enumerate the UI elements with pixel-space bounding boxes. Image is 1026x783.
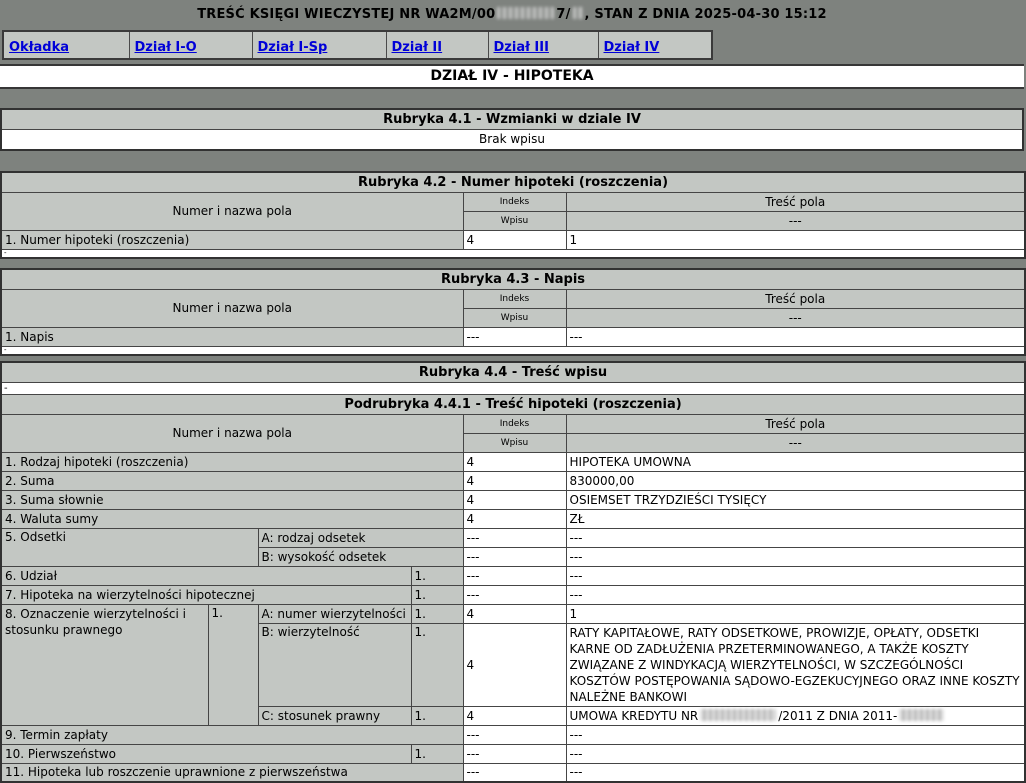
tresc-value: --- <box>566 528 1025 547</box>
redaction-box <box>497 7 554 19</box>
entry-number: 1. <box>208 604 258 725</box>
tab-dzial-i-o-link[interactable]: Dział I-O <box>135 40 197 55</box>
col-header-tresc-dash: --- <box>566 211 1025 230</box>
entry-number: 1. <box>411 623 463 706</box>
tresc-value: RATY KAPITAŁOWE, RATY ODSETKOWE, PROWIZJE, OPŁATY, ODSETKI KARNE OD ZADŁUŻENIA PRZETERMINOWANEGO, A TAKŻE KOSZTY ZWIĄZANE Z WINDYKACJĄ WIERZYTELNOŚCI, W SZCZEGÓLNOŚCI KOSZTÓW POSTĘPOWANIA SĄDOWO-EGZEKUCYJNEGO ORAZ INNE KOSZTY NALEŻNE BANKOWI <box>566 623 1025 706</box>
indeks-value: 4 <box>463 452 566 471</box>
field-label: 9. Termin zapłaty <box>1 725 463 744</box>
entry-number: 1. <box>411 604 463 623</box>
indeks-value: --- <box>463 327 566 346</box>
redaction-box <box>899 709 944 721</box>
tresc-value: --- <box>566 585 1025 604</box>
tresc-value: --- <box>566 327 1025 346</box>
subfield-label: A: numer wierzytelności <box>258 604 411 623</box>
tresc-part1: UMOWA KREDYTU NR <box>570 709 699 723</box>
tresc-part2: /2011 Z DNIA 2011- <box>778 709 897 723</box>
tab-dzial-ii-link[interactable]: Dział II <box>392 40 443 55</box>
field-label: 8. Oznaczenie wierzytelności i stosunku prawnego <box>1 604 208 725</box>
tresc-value: --- <box>566 547 1025 566</box>
col-header-wpisu: Wpisu <box>463 433 566 452</box>
tresc-value <box>566 706 1025 725</box>
rubryka-4-1-table <box>0 108 1024 151</box>
separator-row: - <box>1 382 1025 394</box>
tab-dzial-i-sp[interactable] <box>252 31 386 59</box>
entry-number: 1. <box>411 566 463 585</box>
tresc-value: HIPOTEKA UMOWNA <box>566 452 1025 471</box>
rubryka-4-4-table <box>0 361 1026 783</box>
tab-okladka-link[interactable]: Okładka <box>9 40 69 55</box>
redaction-box <box>700 709 776 721</box>
tresc-value: --- <box>566 566 1025 585</box>
indeks-value: 4 <box>463 490 566 509</box>
title-part1: TREŚĆ KSIĘGI WIECZYSTEJ NR WA2M/00 <box>197 7 495 22</box>
indeks-value: --- <box>463 547 566 566</box>
col-header-indeks: Indeks <box>463 289 566 308</box>
tresc-value: ZŁ <box>566 509 1025 528</box>
entry-number: 1. <box>411 744 463 763</box>
col-header-wpisu: Wpisu <box>463 211 566 230</box>
subfield-label: B: wysokość odsetek <box>258 547 463 566</box>
tresc-value: 1 <box>566 230 1025 249</box>
tab-okladka[interactable] <box>3 31 129 59</box>
indeks-value: --- <box>463 763 566 782</box>
col-header-name: Numer i nazwa pola <box>1 192 463 230</box>
tresc-value: --- <box>566 744 1025 763</box>
indeks-value: --- <box>463 744 566 763</box>
col-header-indeks: Indeks <box>463 414 566 433</box>
col-header-name: Numer i nazwa pola <box>1 289 463 327</box>
redaction-box <box>573 7 583 19</box>
field-label: 6. Udział <box>1 566 411 585</box>
tresc-value: --- <box>566 763 1025 782</box>
rubryka-4-1-content: Brak wpisu <box>1 130 1023 150</box>
field-label: 5. Odsetki <box>1 528 258 566</box>
rubryka-4-2-header: Rubryka 4.2 - Numer hipoteki (roszczenia) <box>1 172 1025 193</box>
indeks-value: --- <box>463 725 566 744</box>
tab-dzial-iii-link[interactable]: Dział III <box>494 40 549 55</box>
rubryka-4-1-header: Rubryka 4.1 - Wzmianki w dziale IV <box>1 109 1023 130</box>
field-label: 1. Rodzaj hipoteki (roszczenia) <box>1 452 463 471</box>
field-label: 4. Waluta sumy <box>1 509 463 528</box>
tresc-value: 830000,00 <box>566 471 1025 490</box>
entry-number: 1. <box>411 706 463 725</box>
indeks-value: 4 <box>463 604 566 623</box>
rubryka-4-2-table <box>0 171 1026 259</box>
field-label: 3. Suma słownie <box>1 490 463 509</box>
col-header-tresc: Treść pola <box>566 289 1025 308</box>
field-label: 7. Hipoteka na wierzytelności hipotecznej <box>1 585 411 604</box>
section-heading: DZIAŁ IV - HIPOTEKA <box>0 64 1024 89</box>
col-header-tresc-dash: --- <box>566 433 1025 452</box>
field-label: 2. Suma <box>1 471 463 490</box>
tab-dzial-iii[interactable] <box>488 31 598 59</box>
separator-row: - <box>1 346 1025 355</box>
section-tabs <box>2 30 713 60</box>
tresc-value: 1 <box>566 604 1025 623</box>
tab-dzial-ii[interactable] <box>386 31 488 59</box>
tab-dzial-iv-link[interactable]: Dział IV <box>604 40 660 55</box>
col-header-indeks: Indeks <box>463 192 566 211</box>
rubryka-4-4-header: Rubryka 4.4 - Treść wpisu <box>1 362 1025 383</box>
field-label: 1. Numer hipoteki (roszczenia) <box>1 230 463 249</box>
rubryka-4-3-table <box>0 268 1026 356</box>
field-label: 11. Hipoteka lub roszczenie uprawnione z pierwszeństwa <box>1 763 463 782</box>
col-header-tresc-dash: --- <box>566 308 1025 327</box>
indeks-value: 4 <box>463 471 566 490</box>
field-label: 1. Napis <box>1 327 463 346</box>
tab-dzial-iv[interactable] <box>598 31 712 59</box>
separator-row: - <box>1 249 1025 258</box>
col-header-tresc: Treść pola <box>566 414 1025 433</box>
col-header-wpisu: Wpisu <box>463 308 566 327</box>
rubryka-4-3-header: Rubryka 4.3 - Napis <box>1 269 1025 290</box>
indeks-value: 4 <box>463 230 566 249</box>
tab-dzial-i-sp-link[interactable]: Dział I-Sp <box>258 40 328 55</box>
indeks-value: 4 <box>463 706 566 725</box>
indeks-value: 4 <box>463 509 566 528</box>
col-header-name: Numer i nazwa pola <box>1 414 463 452</box>
indeks-value: --- <box>463 528 566 547</box>
tab-dzial-i-o[interactable] <box>129 31 252 59</box>
page-title <box>0 0 1024 30</box>
indeks-value: 4 <box>463 623 566 706</box>
indeks-value: --- <box>463 585 566 604</box>
col-header-tresc: Treść pola <box>566 192 1025 211</box>
subfield-label: B: wierzytelność <box>258 623 411 706</box>
title-part3: , STAN Z DNIA 2025-04-30 15:12 <box>585 7 827 22</box>
tresc-value: --- <box>566 725 1025 744</box>
title-part2: 7/ <box>556 7 570 22</box>
podrubryka-4-4-1-header: Podrubryka 4.4.1 - Treść hipoteki (roszczenia) <box>1 394 1025 414</box>
field-label: 10. Pierwszeństwo <box>1 744 411 763</box>
entry-number: 1. <box>411 585 463 604</box>
tresc-value: OSIEMSET TRZYDZIEŚCI TYSIĘCY <box>566 490 1025 509</box>
subfield-label: A: rodzaj odsetek <box>258 528 463 547</box>
indeks-value: --- <box>463 566 566 585</box>
subfield-label: C: stosunek prawny <box>258 706 411 725</box>
